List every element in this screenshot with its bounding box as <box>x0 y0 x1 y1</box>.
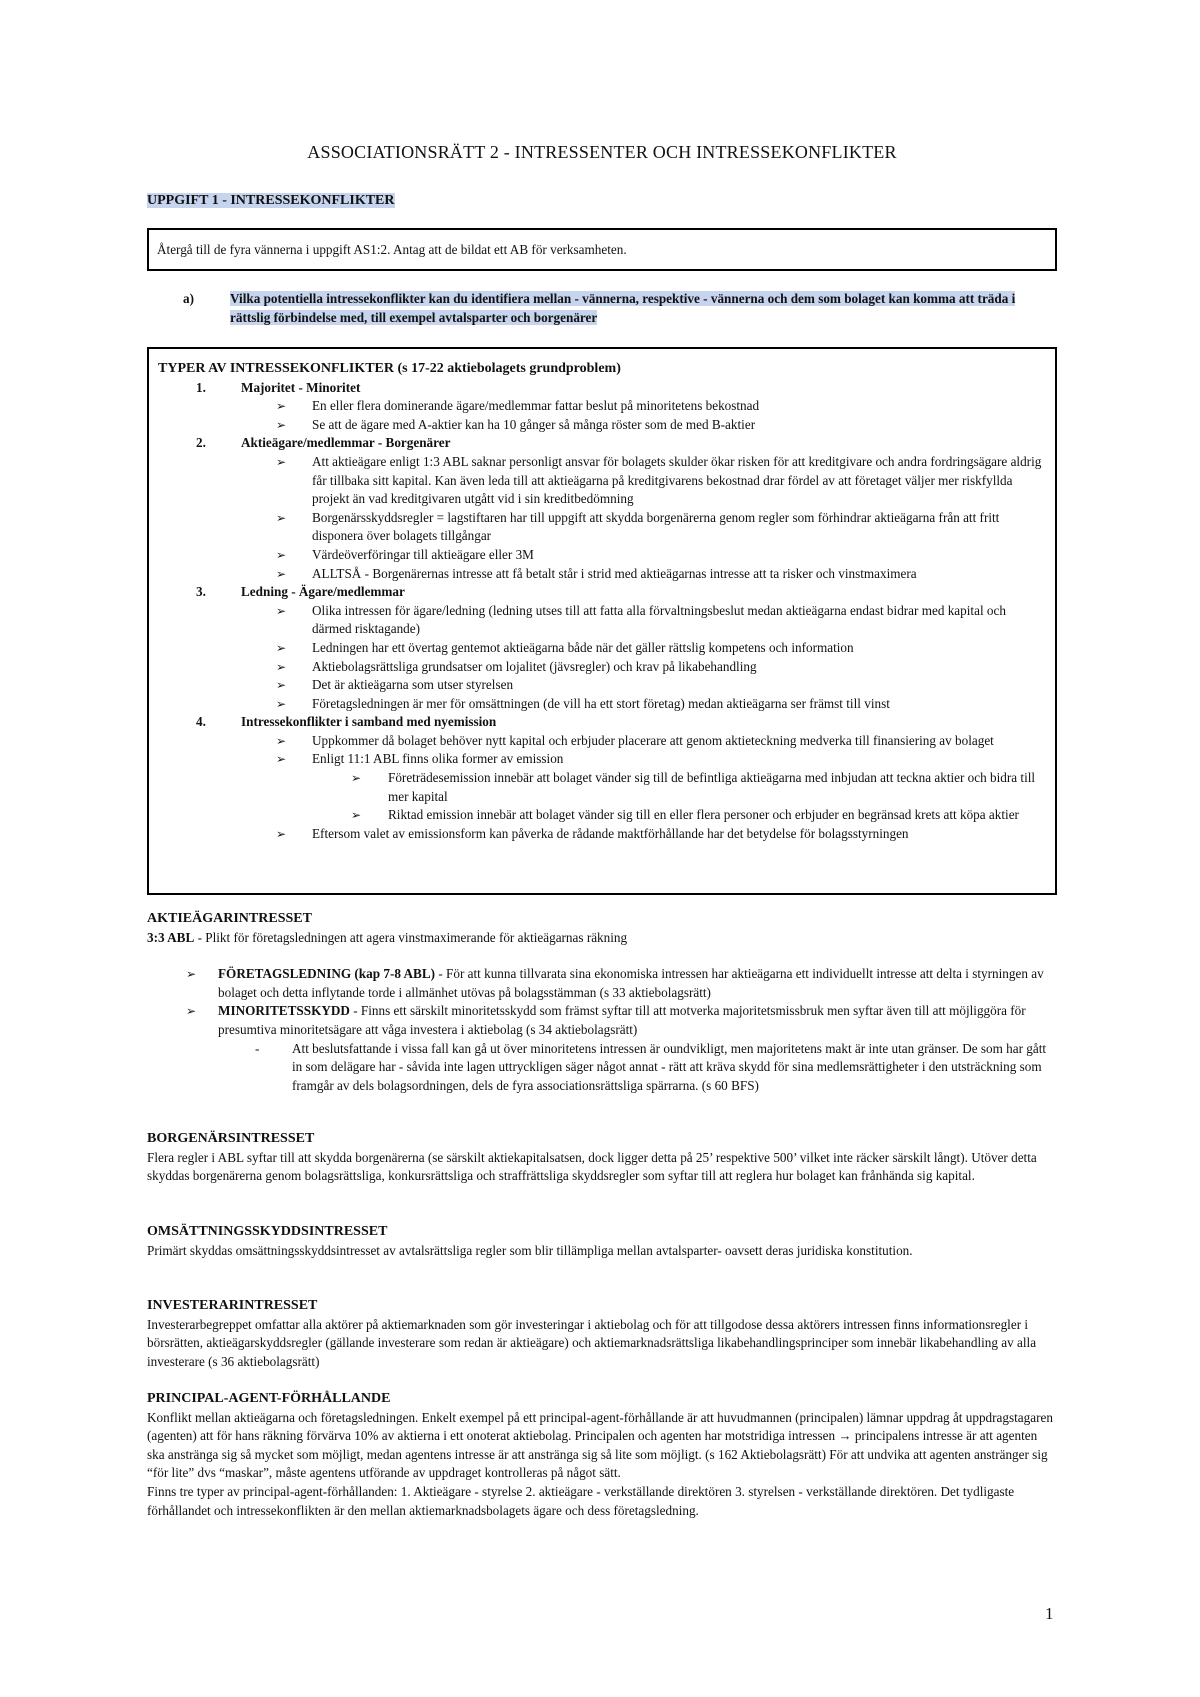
list-item: ➢ Värdeöverföringar till aktieägare eller 3M <box>158 546 1047 565</box>
arrow-bullet-icon: ➢ <box>276 659 287 674</box>
arrow-bullet-icon: ➢ <box>276 733 287 748</box>
list-item: ➢ MINORITETSSKYDD - Finns ett särskilt minoritetsskydd som främst syftar till att motverka majoritetsmissbruk men syftar även till att möjliggöra för presumtiva minoritetsägare att våga investera i aktiebolag (s 34 aktiebolagsrätt) <box>186 1003 1026 1037</box>
paragraph: Flera regler i ABL syftar till att skydda borgenärerna (se särskilt aktiekapitalsatsen, dock ligger detta på 25’ respektive 500’ vilket inte räcker särskilt långt). Utöver detta skyddas borgenärerna genom bolagsrättsliga, konkursrättsliga och straffrättsliga skyddsregler som syftar till att reglera hur bolaget kan frånhända sig kapital. <box>147 1149 1037 1184</box>
sub-list-item: ➢ Företrädesemission innebär att bolaget vänder sig till de befintliga aktieägarna med inbjudan att teckna aktier och bidra till mer kapital <box>351 770 1036 804</box>
list-item: ➢ Uppkommer då bolaget behöver nytt kapital och erbjuder placerare att genom aktieteckning medverka till finansiering av bolaget <box>158 732 1047 751</box>
question-text: Vilka potentiella intressekonflikter kan du identifiera mellan - vännerna, respektive - vännerna och dem som bolaget kan komma att träda i rättslig förbindelse med, till exempel avtalsparter och borgenärer <box>230 291 1016 325</box>
section-principal-agent <box>147 1390 1057 1520</box>
list-item: ➢ Aktiebolagsrättsliga grundsatser om lojalitet (jävsregler) och krav på likabehandling <box>158 658 1047 677</box>
numbered-item: 3. Ledning - Ägare/medlemmar <box>196 584 405 600</box>
page-title: ASSOCIATIONSRÄTT 2 - INTRESSENTER OCH INTRESSEKONFLIKTER <box>307 142 897 162</box>
list-item: ➢ Att aktieägare enligt 1:3 ABL saknar personligt ansvar för bolagets skulder ökar risken för att kreditgivare och andra fordringsägare aldrig får tillbaka sitt kapital. Kan även leda till att aktieägarna på kreditgivarens bekostnad drar fördel av att företaget väljer mer riskfyllda projekt än vad kreditgivaren utgått vid i sin kreditbedömning <box>276 453 1042 507</box>
arrow-bullet-icon: ➢ <box>276 417 287 432</box>
numbered-item: 1. Majoritet - Minoritet <box>196 379 361 395</box>
conflict-types-heading: TYPER AV INTRESSEKONFLIKTER (s 17-22 aktiebolagets grundproblem) <box>158 361 621 376</box>
section-title: OMSÄTTNINGSSKYDDSINTRESSET <box>147 1224 388 1239</box>
list-item: ➢ Företagsledningen är mer för omsättningen (de vill ha ett stort företag) medan aktieägarna ser främst till vinst <box>158 695 1047 714</box>
numbered-item: 4. Intressekonflikter i samband med nyemission <box>196 714 497 730</box>
arrow-bullet-icon: ➢ <box>276 696 287 711</box>
arrow-bullet-icon: ➢ <box>351 808 362 823</box>
arrow-bullet-icon: ➢ <box>276 399 287 414</box>
list-item: ➢ Det är aktieägarna som utser styrelsen <box>158 676 1047 695</box>
numbered-item: 2. Aktieägare/medlemmar - Borgenärer <box>196 435 451 451</box>
paragraph: 3:3 ABL - Plikt för företagsledningen att agera vinstmaximerande för aktieägarnas räkning <box>147 929 628 945</box>
conflict-types-box <box>147 347 1057 895</box>
arrow-bullet-icon: ➢ <box>276 678 287 693</box>
section-investor <box>147 1297 1057 1371</box>
arrow-bullet-icon: ➢ <box>186 967 197 982</box>
list-item: ➢ Borgenärsskyddsregler = lagstiftaren har till uppgift att skydda borgenärerna genom regler som förhindrar aktieägarna från att fritt disponera över bolagets tillgångar <box>276 509 1000 544</box>
arrow-bullet-icon: ➢ <box>276 826 287 841</box>
arrow-bullet-icon: ➢ <box>276 752 287 767</box>
arrow-bullet-icon: ➢ <box>276 640 287 655</box>
list-item: ➢ Ledningen har ett övertag gentemot aktieägarna både när det gäller rättslig kompetens och information <box>158 639 1047 658</box>
list-item: ➢ Enligt 11:1 ABL finns olika former av emission <box>158 750 1047 769</box>
section-creditor <box>147 1130 1057 1186</box>
dash-bullet-icon: - <box>255 1040 260 1056</box>
arrow-bullet-icon: ➢ <box>351 771 362 786</box>
sub-list-item: ➢ Riktad emission innebär att bolaget vänder sig till en eller flera personer och erbjuder en begränsad krets att köpa aktier <box>158 806 1047 825</box>
list-item: ➢ Se att de ägare med A-aktier kan ha 10 gånger så många röster som de med B-aktier <box>158 416 1047 435</box>
section-title: INVESTERARINTRESSET <box>147 1298 318 1313</box>
list-item: ➢ Olika intressen för ägare/ledning (ledning utses till att fatta alla förvaltningsbeslut medan aktieägarna endast bidrar med kapital och därmed risktagande) <box>276 602 1006 637</box>
arrow-bullet-icon: ➢ <box>276 603 287 618</box>
question-label: a) <box>183 291 194 306</box>
paragraph: Finns tre typer av principal-agent-förhållanden: 1. Aktieägare - styrelse 2. aktieägare - verkställande direktören 3. styrelsen - verkställande direktören. Det tydligaste förhållandet och intressekonflikten är den mellan aktiemarknadsbolagets ägare och dess företagsledning. <box>147 1483 1015 1518</box>
arrow-bullet-icon: ➢ <box>276 566 287 581</box>
dash-list-item: - Att beslutsfattande i vissa fall kan gå ut över minoritetens intressen är oundvikligt, men majoritetens makt är inte utan gränser. De som har gått in som delägare har - såvida inte lagen uttryckligen säger något annat - rätt att kräva skydd för sina medlemsrättigheter i den utsträckning som framgår av dels bolagsordningen, dels de fyra associationsrättsliga spärrarna. (s 60 BFS) <box>255 1040 1047 1093</box>
section-title: BORGENÄRSINTRESSET <box>147 1131 315 1146</box>
intro-box: Återgå till de fyra vännerna i uppgift AS1:2. Antag att de bildat ett AB för verksamheten. <box>147 228 1057 271</box>
arrow-bullet-icon: ➢ <box>186 1004 197 1019</box>
list-item: ➢ Eftersom valet av emissionsform kan påverka de rådande maktförhållande har det betydelse för bolagsstyrningen <box>158 825 1047 844</box>
list-item: ➢ FÖRETAGSLEDNING (kap 7-8 ABL) - För att kunna tillvarata sina ekonomiska intressen har aktieägarna ett individuellt intresse att delta i styrningen av bolaget och detta inflytande torde i allmänhet utövas på bolagsstämman (s 33 aktiebolagsrätt) <box>186 966 1044 1000</box>
question-a <box>183 290 1053 327</box>
section-turnover <box>147 1223 1057 1260</box>
section-title: PRINCIPAL-AGENT-FÖRHÅLLANDE <box>147 1391 391 1406</box>
paragraph: Investerarbegreppet omfattar alla aktörer på aktiemarknaden som gör investeringar i aktiebolag och för att tillgodose dessa aktörers intressen finns informationsregler i börsrätten, aktieägarskyddsregler (gällande investerare som redan är aktieägare) och aktiemarknadsrättsliga likabehandlingsprinciper som innebär likabehandling av alla investerare (s 36 aktiebolagsrätt) <box>147 1316 1037 1369</box>
list-item: ➢ En eller flera dominerande ägare/medlemmar fattar beslut på minoritetens bekostnad <box>158 397 1047 416</box>
page-number: 1 <box>1045 1604 1054 1623</box>
arrow-bullet-icon: ➢ <box>276 547 287 562</box>
task-heading: UPPGIFT 1 - INTRESSEKONFLIKTER <box>147 193 395 208</box>
list-item: ➢ ALLTSÅ - Borgenärernas intresse att få betalt står i strid med aktieägarnas intresse att ta risker och vinstmaximera <box>158 565 1047 584</box>
paragraph: Primärt skyddas omsättningsskyddsintresset av avtalsrättsliga regler som blir tillämpliga mellan avtalsparter- oavsett deras juridiska konstitution. <box>147 1242 913 1258</box>
section-shareholder <box>147 910 1057 1095</box>
section-title: AKTIEÄGARINTRESSET <box>147 911 312 926</box>
arrow-bullet-icon: ➢ <box>276 454 287 469</box>
paragraph: Konflikt mellan aktieägarna och företagsledningen. Enkelt exempel på ett principal-agent-förhållande är att huvudmannen (principalen) lämnar uppdrag åt uppdragstagaren (agenten) att för hans räkning förvärva 10% av aktierna i ett onoterat aktiebolag. Principalen och agenten har motstridiga intressen → principalens intresse är att agenten ska anstränga sig så mycket som möjligt, medan agentens intresse är att anstränga sig så lite som möjligt. (s 162 Aktiebolagsrätt) För att undvika att agenten anstränger sig “för lite” dvs “maskar”, måste agentens utförande av uppdraget kontrolleras på något sätt. <box>147 1409 1053 1481</box>
arrow-bullet-icon: ➢ <box>276 510 287 525</box>
